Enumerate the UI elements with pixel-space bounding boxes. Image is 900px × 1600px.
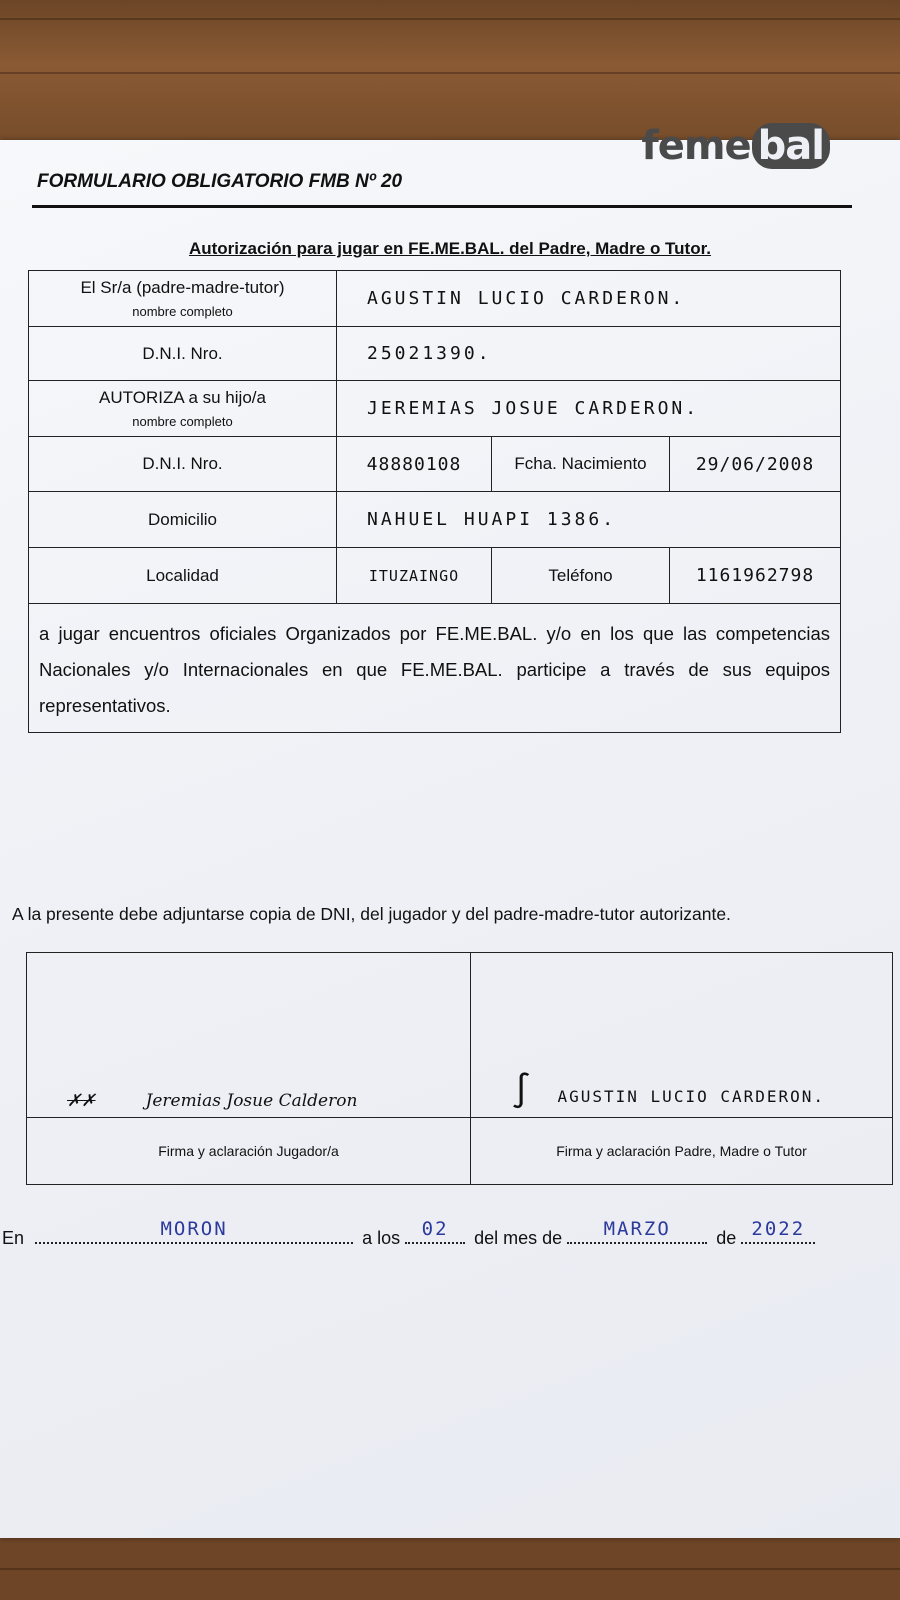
fecha-label: Fcha. Nacimiento — [492, 437, 670, 492]
jugador-signature: Jeremias Josue Calderon — [145, 1091, 358, 1111]
anio-value: 2022 — [751, 1218, 806, 1240]
tutor-name-label — [29, 271, 337, 327]
form-subtitle — [0, 239, 900, 259]
tutor-signature-mark: ∫ — [511, 1071, 534, 1111]
dni-copy-note: A la presente debe adjuntarse copia de DNI, del jugador y del padre-madre-tutor autorizante. — [12, 904, 731, 924]
hijo-dni-label: D.N.I. Nro. — [29, 437, 337, 492]
hijo-name-label — [29, 381, 337, 437]
localidad-label: Localidad — [29, 548, 337, 604]
lugar-value: MORON — [160, 1218, 228, 1240]
signature-table — [26, 952, 893, 1185]
authorization-paragraph: a jugar encuentros oficiales Organizados por FE.ME.BAL. y/o en los que las competencias Nacionales y/o Internacionales en que FE.ME.BAL. participe a través de sus equipos representativos. — [29, 604, 841, 733]
dia-value: 02 — [421, 1218, 449, 1240]
mes-field[interactable] — [567, 1218, 707, 1244]
mes-label: del mes de — [474, 1228, 563, 1248]
lugar-field[interactable] — [35, 1218, 353, 1244]
tutor-label-text: El Sr/a (padre-madre-tutor) — [80, 278, 285, 297]
fecha-field[interactable]: 29/06/2008 — [670, 437, 841, 492]
a-los-label: a los — [362, 1228, 401, 1248]
authorization-table — [28, 270, 841, 733]
telefono-field[interactable]: 1161962798 — [670, 548, 841, 604]
anio-field[interactable] — [741, 1218, 815, 1244]
hijo-dni-field[interactable]: 48880108 — [337, 437, 492, 492]
tutor-name-field[interactable]: AGUSTIN LUCIO CARDERON. — [337, 271, 841, 327]
tutor-signature-box[interactable] — [471, 953, 893, 1118]
form-title: FORMULARIO OBLIGATORIO FMB Nº 20 — [37, 171, 403, 192]
tutor-dni-field[interactable]: 25021390. — [337, 327, 841, 381]
dia-field[interactable] — [405, 1218, 465, 1244]
en-label: En — [2, 1228, 25, 1248]
telefono-label: Teléfono — [492, 548, 670, 604]
logo-text-1: feme — [641, 123, 751, 169]
hijo-sub-text: nombre completo — [132, 414, 233, 429]
subtitle-text: Autorización para jugar en FE.ME.BAL. del Padre, Madre o Tutor. — [188, 239, 712, 258]
localidad-field[interactable]: ITUZAINGO — [337, 548, 492, 604]
jugador-signature-box[interactable] — [27, 953, 471, 1118]
logo-text-2: bal — [752, 123, 830, 169]
tutor-signature-label: Firma y aclaración Padre, Madre o Tutor — [471, 1118, 893, 1185]
tutor-signature: AGUSTIN LUCIO CARDERON. — [557, 1087, 826, 1106]
date-line — [0, 1218, 900, 1249]
tutor-dni-label: D.N.I. Nro. — [29, 327, 337, 381]
tutor-sub-text: nombre completo — [132, 304, 233, 319]
autoriza-label-text: AUTORIZA a su hijo/a — [99, 388, 266, 407]
wood-grain — [0, 72, 900, 74]
title-divider — [32, 205, 852, 208]
de-label: de — [716, 1228, 737, 1248]
domicilio-field[interactable]: NAHUEL HUAPI 1386. — [337, 492, 841, 548]
jugador-signature-label: Firma y aclaración Jugador/a — [27, 1118, 471, 1185]
femebal-logo — [641, 123, 830, 169]
hijo-name-field[interactable]: JEREMIAS JOSUE CARDERON. — [337, 381, 841, 437]
domicilio-label: Domicilio — [29, 492, 337, 548]
jugador-signature-mark: ✗✗ — [67, 1091, 96, 1111]
wood-grain — [0, 1568, 900, 1570]
mes-value: MARZO — [603, 1218, 671, 1240]
wood-grain — [0, 18, 900, 20]
